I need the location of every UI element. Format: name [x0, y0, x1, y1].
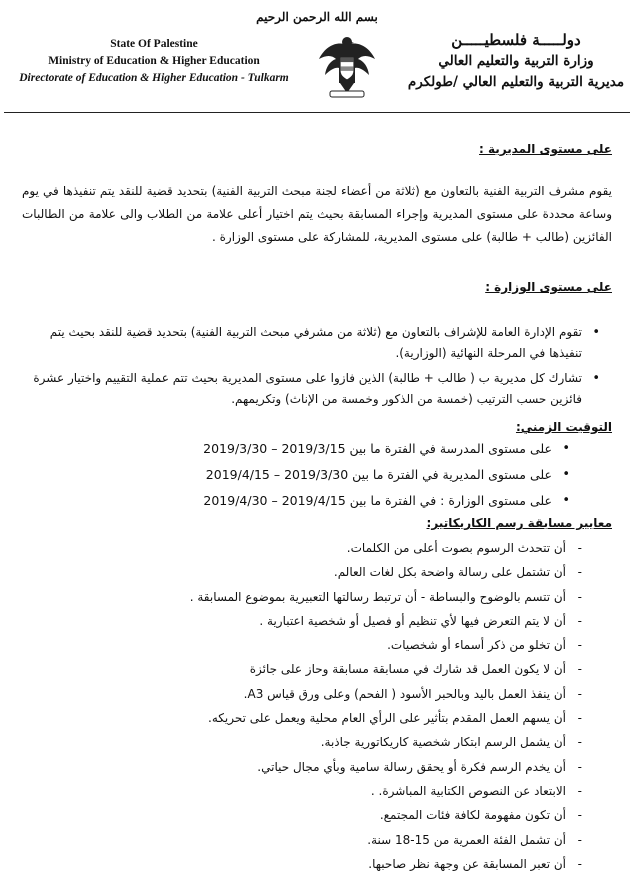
directorate-paragraph: يقوم مشرف التربية الفنية بالتعاون مع (ثلاثة من أعضاء لجنة مبحث التربية الفنية) بتحديد قضية للنقد يتم تنفيذها في يوم وساعة محددة على مستوى المديرية وإجراء المسابقة بحيث يتم اختيار أعلى علامة من الطلاب والى علامة من الطالبات الفائزين (طالب + طالبة) على مستوى المديرية، للمشاركة على مستوى الوزارة . [22, 184, 612, 244]
list-item: - أن تتسم بالوضوح والبساطة - أن ترتبط رسالتها التعبيرية بموضوع المسابقة . [48, 585, 588, 609]
header-divider [4, 112, 630, 113]
list-item: • تشارك كل مديرية ب ( طالب + طالبة) الذين فازوا على مستوى المديرية بحيث تتم عملية التقييم واختيار عشرة فائزين حسب الترتيب (خمسة من الذكور وخمسة من الإناث) وتكريمهم. [24, 368, 604, 410]
list-item: - أن يسهم العمل المقدم بتأثير على الرأي العام محلية ويعمل على تحريكه. [48, 706, 588, 730]
list-item: - أن تشتمل على رسالة واضحة بكل لغات العالم. [48, 560, 588, 584]
list-item: - أن تكون مفهومة لكافة فئات المجتمع. [48, 803, 588, 827]
list-item: - أن لا يكون العمل قد شارك في مسابقة مسابقة وحاز على جائزة [48, 657, 588, 681]
header-arabic [406, 30, 626, 93]
bismillah: بسم الله الرحمن الرحيم [256, 10, 378, 24]
directorate-heading: على مستوى المديرية : [479, 142, 612, 156]
timing-heading: التوقيت الزمني: [515, 420, 612, 434]
list-item: • تقوم الإدارة العامة للإشراف بالتعاون مع (ثلاثة من مشرفي مبحث التربية الفنية) بتحديد قضية للنقد بحيث يتم تنفيذها في المرحلة النهائية (الوزارية). [24, 322, 604, 364]
header-ar-state: دولـــــة فلسطيـــــن [451, 31, 581, 49]
list-item: - أن تخلو من ذكر أسماء أو شخصيات. [48, 633, 588, 657]
header-ar-ministry: وزارة التربية والتعليم العالي [438, 53, 594, 69]
list-item: • على مستوى المديرية في الفترة ما بين 2019/3/30 – 2019/4/15 [54, 462, 574, 488]
palestine-eagle-emblem-icon [316, 33, 378, 101]
ministry-list [24, 322, 604, 410]
header-ar-directorate: مديرية التربية والتعليم العالي /طولكرم [407, 74, 625, 90]
header-en-ministry: Ministry of Education & Higher Education [48, 55, 260, 67]
criteria-heading: معايير مسابقة رسم الكاريكاتير: [426, 516, 612, 530]
list-item: - أن تشمل الفئة العمرية من 15-18 سنة. [48, 828, 588, 852]
list-item: - الابتعاد عن النصوص الكتابية المباشرة. . [48, 779, 588, 803]
list-item: • على مستوى الوزارة : في الفترة ما بين 2019/4/15 – 2019/4/30 [54, 488, 574, 514]
list-item: - أن تعبر المسابقة عن وجهة نظر صاحبها. [48, 852, 588, 876]
list-item: - أن ينفذ العمل باليد وبالحبر الأسود ( الفحم) وعلى ورق قياس A3. [48, 682, 588, 706]
list-item: • على مستوى المدرسة في الفترة ما بين 2019/3/15 – 2019/3/30 [54, 436, 574, 462]
criteria-list [48, 536, 588, 876]
list-item: - أن لا يتم التعرض فيها لأي تنظيم أو فصيل أو شخصية اعتبارية . [48, 609, 588, 633]
header-english [4, 36, 304, 87]
list-item: - أن يخدم الرسم فكرة أو يحقق رسالة سامية وبأي مجال حياتي. [48, 755, 588, 779]
ministry-heading: على مستوى الوزارة : [485, 280, 612, 294]
header-en-state: State Of Palestine [110, 38, 198, 50]
list-item: - أن تتحدث الرسوم بصوت أعلى من الكلمات. [48, 536, 588, 560]
list-item: - أن يشمل الرسم ابتكار شخصية كاريكاتورية جاذبة. [48, 730, 588, 754]
header-en-directorate: Directorate of Education & Higher Education - Tulkarm [19, 72, 289, 84]
timing-list [54, 436, 574, 514]
